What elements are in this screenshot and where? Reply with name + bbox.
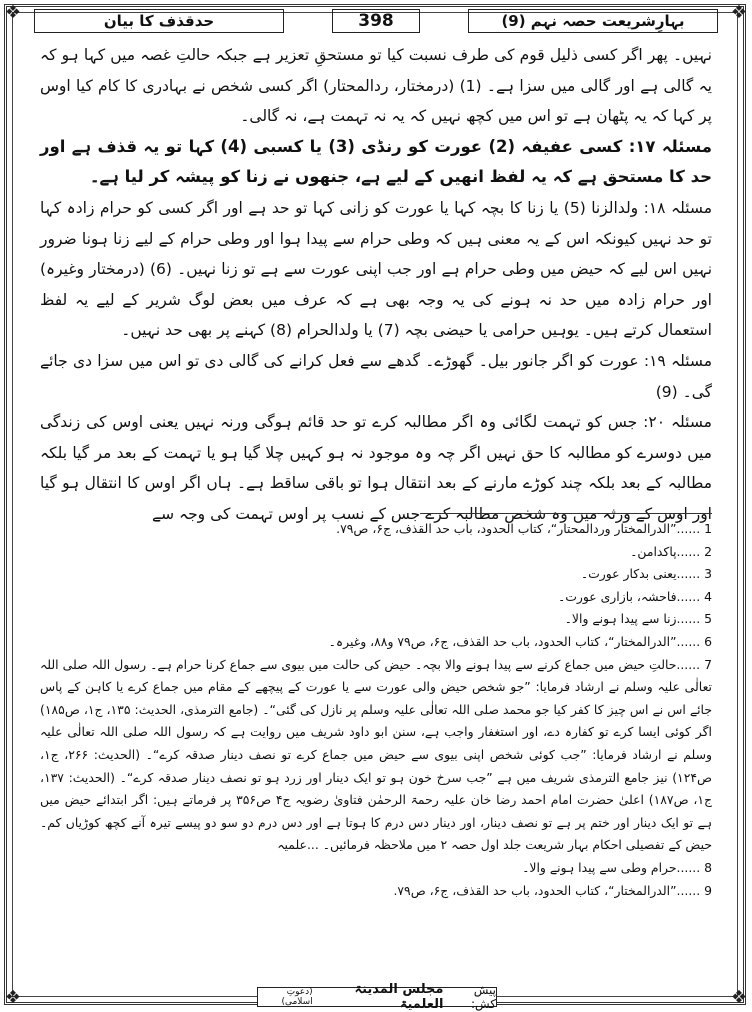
chapter-title: حدقذف کا بیان [34,9,284,33]
masala-19: مسئلہ ۱۹: عورت کو اگر جانور بیل۔ گھوڑے۔ گدھے سے فعل کرانے کی گالی دی تو اس میں سزا دی جائے گی۔ (9) [40,351,713,401]
corner-ornament-icon: ❖ [730,987,748,1008]
publisher-org: (دعوتِ اسلامی) [281,987,313,1007]
footnotes [40,518,712,902]
masala-17: مسئلہ ۱۷: کسی عفیفہ (2) عورت کو رنڈی (3) یا کسبی (4) کہا تو یہ قذف ہے اور حد کا مستحق ہے کہ یہ لفظ انھیں کے لیے ہے، جنھوں نے زنا کو پیشہ کر لیا ہے۔ [40,136,712,187]
corner-ornament-icon: ❖ [4,2,22,23]
footer-label: پیش کش: [470,983,496,1011]
footnote: 3 ......یعنی بدکار عورت۔ [580,566,712,582]
paragraph: نہیں۔ پھر اگر کسی ذلیل قوم کی طرف نسبت کیا تو مستحقِ تعزیر ہے جبکہ حالتِ غصہ میں کہا ہو کہ یہ گالی ہے اور گالی میں سزا ہے۔ (1) (درمختار، ردالمحتار) اگر کسی شخص نے بہادری کا کام کیا اوس پر کہا کہ یہ پٹھان ہے تو اس میں کچھ نہیں کہ یہ نہ تہمت ہے، نہ گالی۔ [40,46,712,126]
footnote: 1 ......”الدرالمختار وردالمحتار“، کتاب الحدود، باب حد القذف، ج۶، ص۷۹. [336,521,712,536]
page-footer [257,982,497,1012]
corner-ornament-icon: ❖ [4,987,22,1008]
corner-ornament-icon: ❖ [730,2,748,23]
footnote: 8 ......حرام وطی سے پیدا ہونے والا۔ [522,859,712,875]
book-title: بہارِشریعت حصہ نہم (9) [468,9,718,33]
main-text [40,40,712,530]
footnote: 5 ......زنا سے پیدا ہونے والا۔ [564,611,712,627]
publisher-name: مجلس المدینۃ العلمیۃ [354,982,444,1012]
footnote: 9 ......”الدرالمختار“، کتاب الحدود، باب حد القذف، ج۶، ص۷۹. [393,882,712,898]
footnote: 7 ......حالتِ حیض میں جماع کرنے سے پیدا ہونے والا بچہ۔ حیض کی حالت میں بیوی سے جماع کرنا حرام ہے۔ رسول اللہ صلی اللہ تعالٰی علیہ وسلم نے ارشاد فرمایا: ”جو شخص حیض والی عورت سے یا عورت کے پیچھے کے مقام میں جماع کرے یا کاہن کے پاس جائے اس نے اس چیز کا کفر کیا جو محمد صلی اللہ تعالٰی علیہ وسلم پر نازل کی گئی“۔ (جامع الترمذی، الحدیث: ۱۳۵، ج۱، ص۱۸۵) اگر کوئی ایسا کرے تو کفارہ دے، اور استغفار واجب ہے، سنن ابو داود شریف میں روایت ہے کہ رسول اللہ صلی اللہ تعالٰی علیہ وسلم نے ارشاد فرمایا: ”جب کوئی شخص اپنی بیوی سے حیض میں جماع کرے تو نصف دینار صدقہ کرے“۔ (الحدیث: ۲۶۶، ج۱، ص۱۲۴) نیز جامع الترمذی شریف میں ہے ”جب سرخ خون ہو تو ایک دینار اور زرد ہو تو نصف دینار صدقہ کرے“۔ (الحدیث: ۱۳۷، ج۱، ص۱۸۷) اعلیٰ حضرت امام احمد رضا خان علیہ رحمۃ الرحمٰن فتاویٰ رضویہ ج۴ ص۳۵۶ پر فرماتے ہیں: اگر ابتدائے حیض میں ہے تو ایک دینار اور ختم پر ہے تو نصف دینار، اور دینار دس درم کا ہوتا ہے اور دس درم دو سو دو پیسے تیرہ آنے کچھ کوڑیاں کم۔ حیض کے تفصیلی احکام بہار شریعت جلد اول حصہ ۲ میں ملاحظہ فرمائیں۔ ...علمیہ [40,656,712,853]
footnote: 2 ......پاکدامن۔ [630,543,712,559]
footnote: 4 ......فاحشہ، بازاری عورت۔ [557,588,712,604]
page-number: 398 [332,9,420,33]
footnote-divider [420,513,712,514]
masala-20: مسئلہ ۲۰: جس کو تہمت لگائی وہ اگر مطالبہ کرے تو حد قائم ہوگی ورنہ نہیں یعنی اوس کی زندگی میں دوسرے کو مطالبہ کا حق نہیں اگر چہ وہ موجود نہ ہو کہیں چلا گیا ہو یا تہمت کے بعد مر گیا بلکہ مطالبہ کے بعد بلکہ چند کوڑے مارنے کے بعد انتقال ہوا تو باقی ساقط ہے۔ ہاں اگر اوس کا انتقال ہو گیا اور اوس کے ورثہ میں وہ شخص مطالبہ کرے جس کے نسب پر اوس تہمت کی وجہ سے [40,413,712,523]
masala-18: مسئلہ ۱۸: ولدالزنا (5) یا زنا کا بچہ کہا یا عورت کو زانی کہا تو حد ہے اور اگر کسی کو حرام زادہ کہا تو حد نہیں کیونکہ اس کے یہ معنی ہیں کہ وطی حرام سے پیدا ہوا اور وطی حرام کے لیے زنا ہونا ضرور نہیں اس لیے کہ حیض میں وطی حرام ہے اور جب اپنی عورت سے ہے تو زنا نہیں۔ (6) (درمختار وغیرہ) اور حرام زادہ میں حد نہ ہونے کی یہ وجہ بھی ہے کہ عرف میں بعض لوگ شریر کے لیے یہ لفظ استعمال کرتے ہیں۔ یوہیں حرامی یا حیضی بچہ (7) یا ولدالحرام (8) کہنے پر بھی حد نہیں۔ [40,198,713,340]
footnote: 6 ......”الدرالمختار“، کتاب الحدود، باب حد القذف، ج۶، ص۷۹ و۸۸، وغیرہ۔ [328,633,712,649]
page-header [34,6,718,36]
